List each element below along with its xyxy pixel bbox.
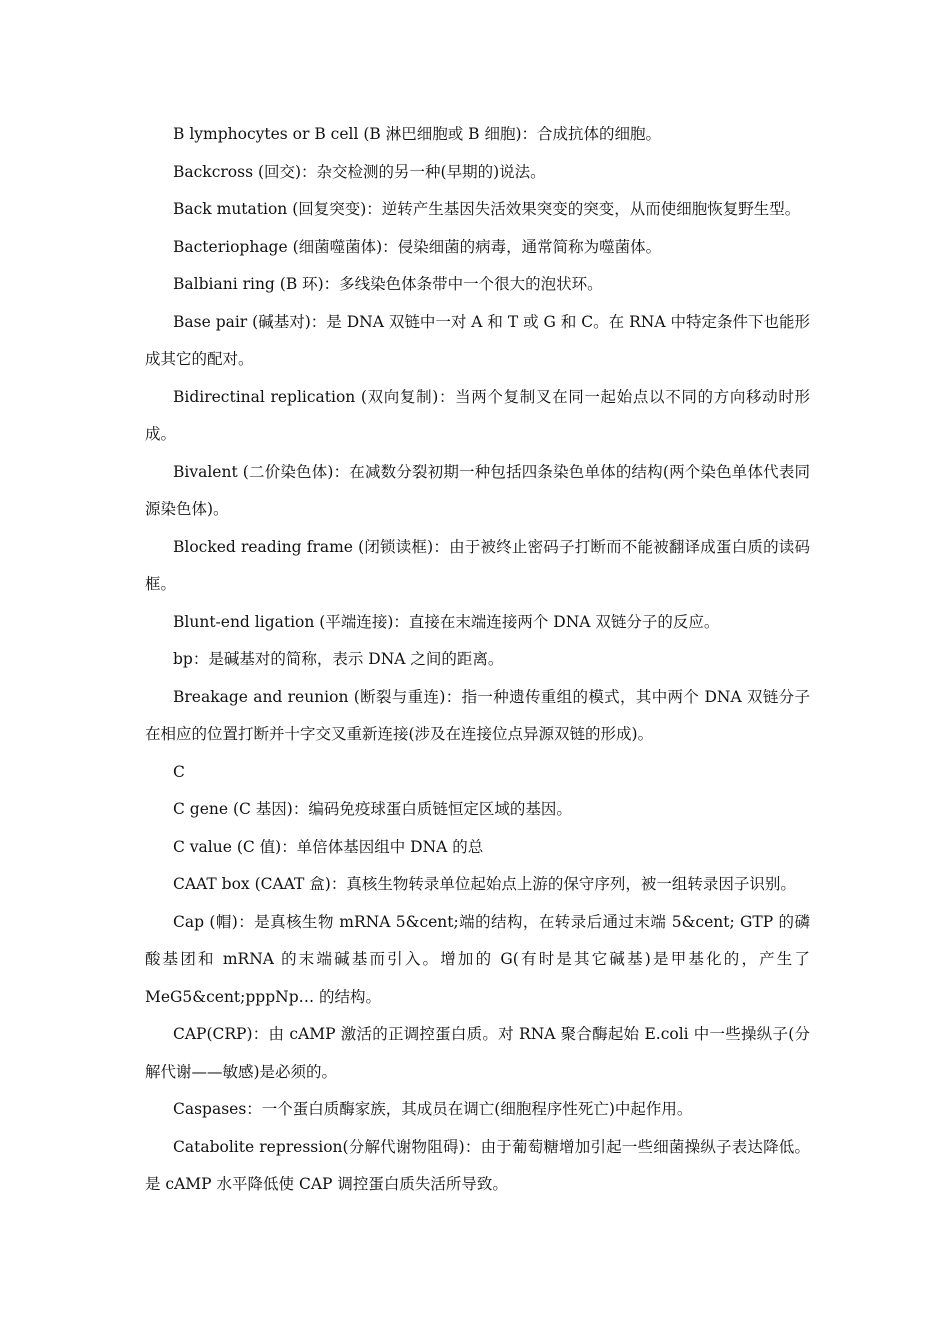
glossary-entry-back-mutation: Back mutation (回复突变)：逆转产生基因失活效果突变的突变，从而使细胞恢复野生型。 [173, 200, 801, 218]
glossary-entry-caspases: Caspases：一个蛋白质酶家族，其成员在调亡(细胞程序性死亡)中起作用。 [173, 1100, 693, 1118]
glossary-entry-bacteriophage: Bacteriophage (细菌噬菌体)：侵染细菌的病毒，通常简称为噬菌体。 [173, 237, 662, 256]
section-letter-heading: C [173, 762, 185, 781]
glossary-entry-blunt-end-ligation: Blunt-end ligation (平端连接)：直接在末端连接两个 DNA 双链分子的反应。 [173, 612, 720, 631]
glossary-entry-caat-box: CAAT box (CAAT 盒)：真核生物转录单位起始点上游的保守序列，被一组转录因子识别。 [173, 875, 796, 893]
glossary-entry-cap-crp: CAP(CRP)：由 cAMP 激活的正调控蛋白质。对 RNA 聚合酶起始 E.coli 中一些操纵子(分解代谢——敏感)是必须的。 [145, 1025, 810, 1081]
glossary-entry-bp: bp：是碱基对的简称，表示 DNA 之间的距离。 [173, 650, 504, 668]
glossary-entry-base-pair: Base pair (碱基对)：是 DNA 双链中一对 A 和 T 或 G 和 C。在 RNA 中特定条件下也能形成其它的配对。 [145, 312, 810, 368]
glossary-entry-c-gene: C gene (C 基因)：编码免疫球蛋白质链恒定区域的基因。 [173, 800, 572, 818]
glossary-entry-bidirectional-replication: Bidirectinal replication (双向复制)：当两个复制叉在同一起始点以不同的方向移动时形成。 [145, 387, 810, 443]
glossary-entry-cap: Cap (帽)：是真核生物 mRNA 5&cent;端的结构，在转录后通过末端 5&cent; GTP 的磷酸基团和 mRNA 的末端碱基而引入。增加的 G(有时是其它碱基)是甲基化的，产生了MeG5&cent;pppNp… 的结构。 [145, 912, 810, 1006]
glossary-entry-bivalent: Bivalent (二价染色体)：在减数分裂初期一种包括四条染色单体的结构(两个染色单体代表同源染色体)。 [145, 462, 810, 518]
glossary-entry-balbiani-ring: Balbiani ring (B 环)：多线染色体条带中一个很大的泡状环。 [173, 275, 603, 293]
glossary-entry-breakage-and-reunion: Breakage and reunion (断裂与重连)：指一种遗传重组的模式，其中两个 DNA 双链分子在相应的位置打断并十字交叉重新连接(涉及在连接位点异源双链的形成)。 [145, 687, 810, 743]
glossary-body [145, 116, 810, 1204]
glossary-entry-backcross: Backcross (回交)：杂交检测的另一种(早期的)说法。 [173, 162, 546, 181]
glossary-entry-blocked-reading-frame: Blocked reading frame (闭锁读框)：由于被终止密码子打断而不能被翻译成蛋白质的读码框。 [145, 537, 810, 593]
glossary-entry-b-lymphocytes: B lymphocytes or B cell (B 淋巴细胞或 B 细胞)：合成抗体的细胞。 [173, 125, 662, 143]
glossary-entry-catabolite-repression: Catabolite repression(分解代谢物阻碍)：由于葡萄糖增加引起一些细菌操纵子表达降低。是 cAMP 水平降低使 CAP 调控蛋白质失活所导致。 [145, 1137, 810, 1193]
glossary-entry-c-value: C value (C 值)：单倍体基因组中 DNA 的总 [173, 837, 484, 856]
